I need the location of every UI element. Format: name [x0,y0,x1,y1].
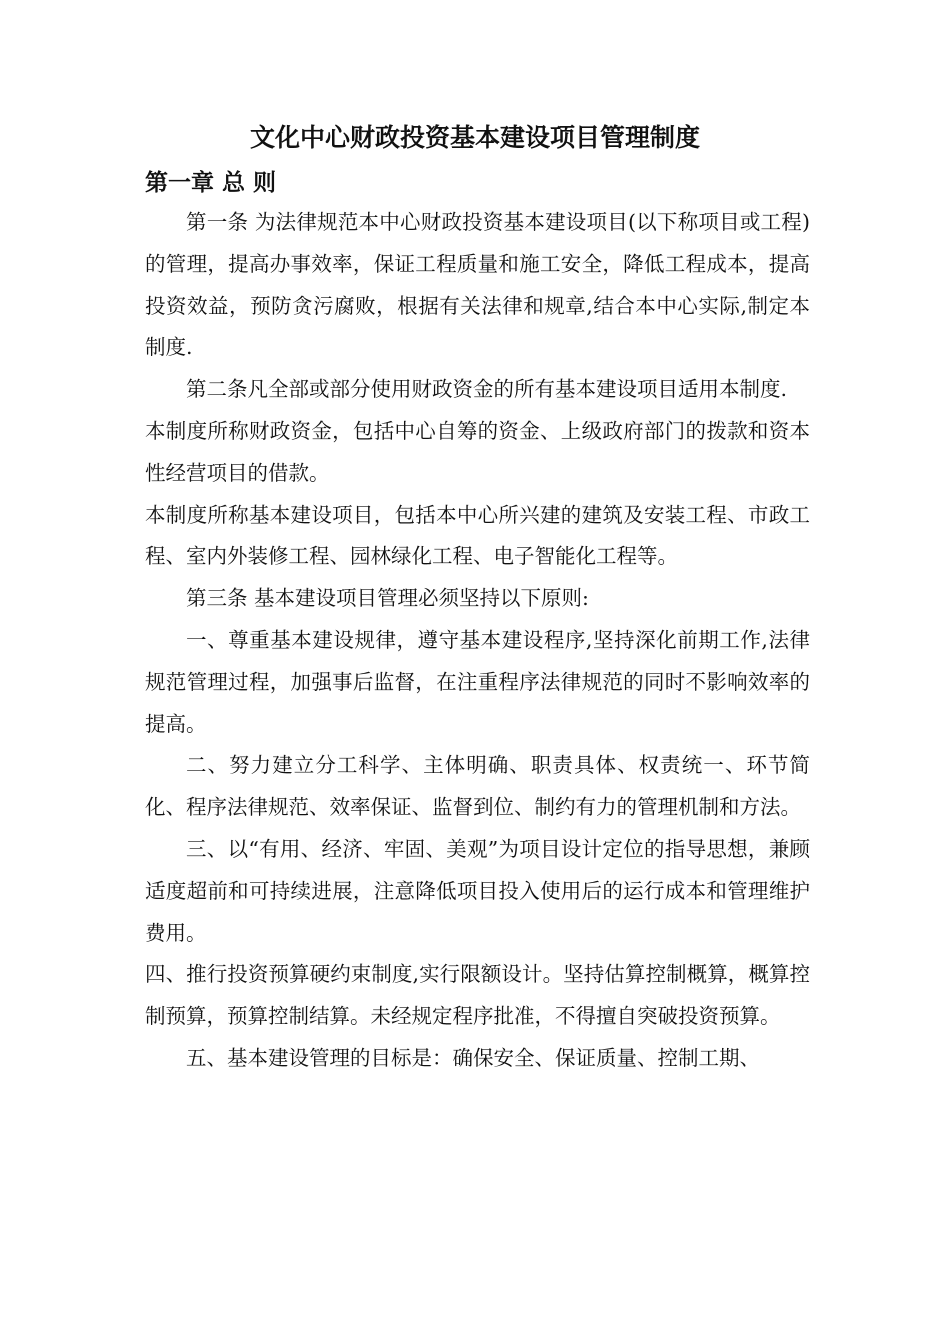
paragraph-article-3: 第三条 基本建设项目管理必须坚持以下原则: [186,586,589,611]
document-body [145,202,810,1080]
paragraph-principle-4: 四、推行投资预算硬约束制度,实行限额设计。坚持估算控制概算，概算控制预算，预算控制结算。未经规定程序批准，不得擅自突破投资预算。 [145,962,810,1029]
paragraph-article-1: 第一条 为法律规范本中心财政投资基本建设项目(以下称项目或工程)的管理，提高办事效率，保证工程质量和施工安全，降低工程成本，提高投资效益，预防贪污腐败，根据有关法律和规章,结合本中心实际,制定本制度. [145,210,810,360]
paragraph-funds-definition: 本制度所称财政资金，包括中心自筹的资金、上级政府部门的拨款和资本性经营项目的借款。 [145,418,810,485]
paragraph-principle-1: 一、尊重基本建设规律，遵守基本建设程序,坚持深化前期工作,法律规范管理过程，加强事后监督，在注重程序法律规范的同时不影响效率的提高。 [145,627,810,736]
chapter-heading: 第一章 总 则 [145,169,277,196]
paragraph-project-definition: 本制度所称基本建设项目，包括本中心所兴建的建筑及安装工程、市政工程、室内外装修工程、园林绿化工程、电子智能化工程等。 [145,502,810,569]
paragraph-principle-2: 二、努力建立分工科学、主体明确、职责具体、权责统一、环节简化、程序法律规范、效率保证、监督到位、制约有力的管理机制和方法。 [145,753,810,820]
paragraph-principle-3: 三、以“有用、经济、牢固、美观”为项目设计定位的指导思想，兼顾适度超前和可持续进展，注意降低项目投入使用后的运行成本和管理维护费用。 [145,836,810,945]
paragraph-principle-5: 五、基本建设管理的目标是：确保安全、保证质量、控制工期、 [186,1045,760,1070]
document-title: 文化中心财政投资基本建设项目管理制度 [249,123,700,152]
paragraph-article-2: 第二条凡全部或部分使用财政资金的所有基本建设项目适用本制度. [186,377,788,402]
